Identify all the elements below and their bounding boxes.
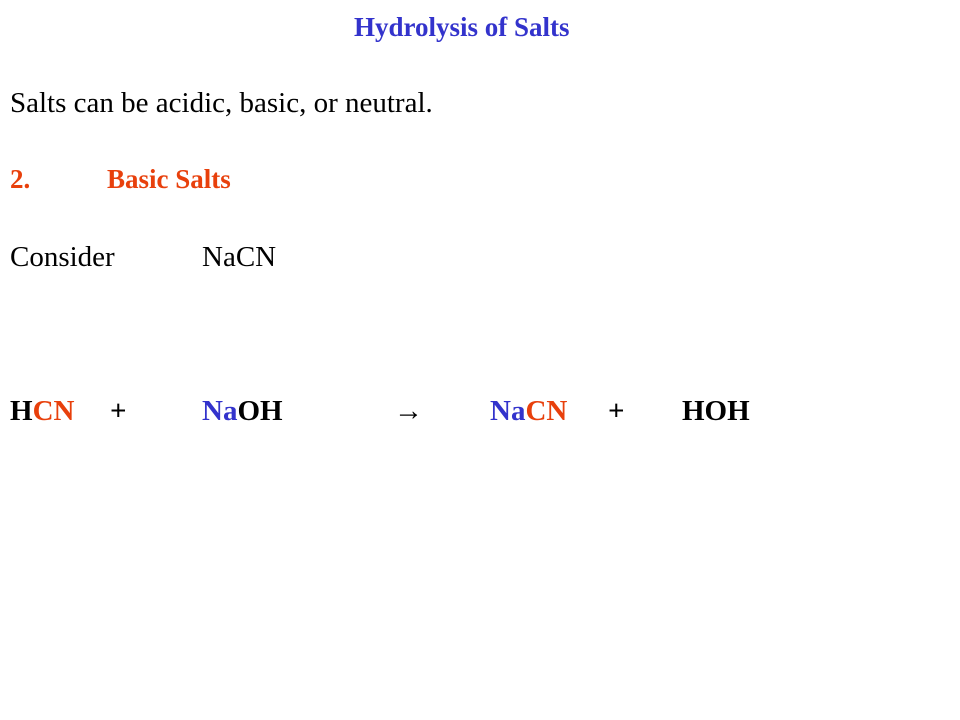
reactant-hcn [10,397,74,426]
section-number: 2. [10,164,31,194]
nacn-sodium: Na [490,395,526,427]
hcn-hydrogen: H [10,395,33,427]
hcn-cyanide: CN [32,395,75,427]
nacn-cyanide: CN [525,395,568,427]
naoh-hydroxide: OH [237,395,283,427]
reactant-naoh [202,397,283,426]
intro-text: Salts can be acidic, basic, or neutral. [10,87,433,119]
consider-compound: NaCN [202,241,277,273]
section-title: Basic Salts [107,164,231,194]
product-nacn [490,397,567,426]
plus-sign-products: + [608,395,625,427]
slide-title: Hydrolysis of Salts [354,12,570,42]
reaction-arrow-icon: → [394,395,423,427]
naoh-sodium: Na [202,395,238,427]
product-hoh: HOH [682,395,750,427]
plus-sign-reactants: + [110,395,127,427]
consider-label: Consider [10,241,115,273]
